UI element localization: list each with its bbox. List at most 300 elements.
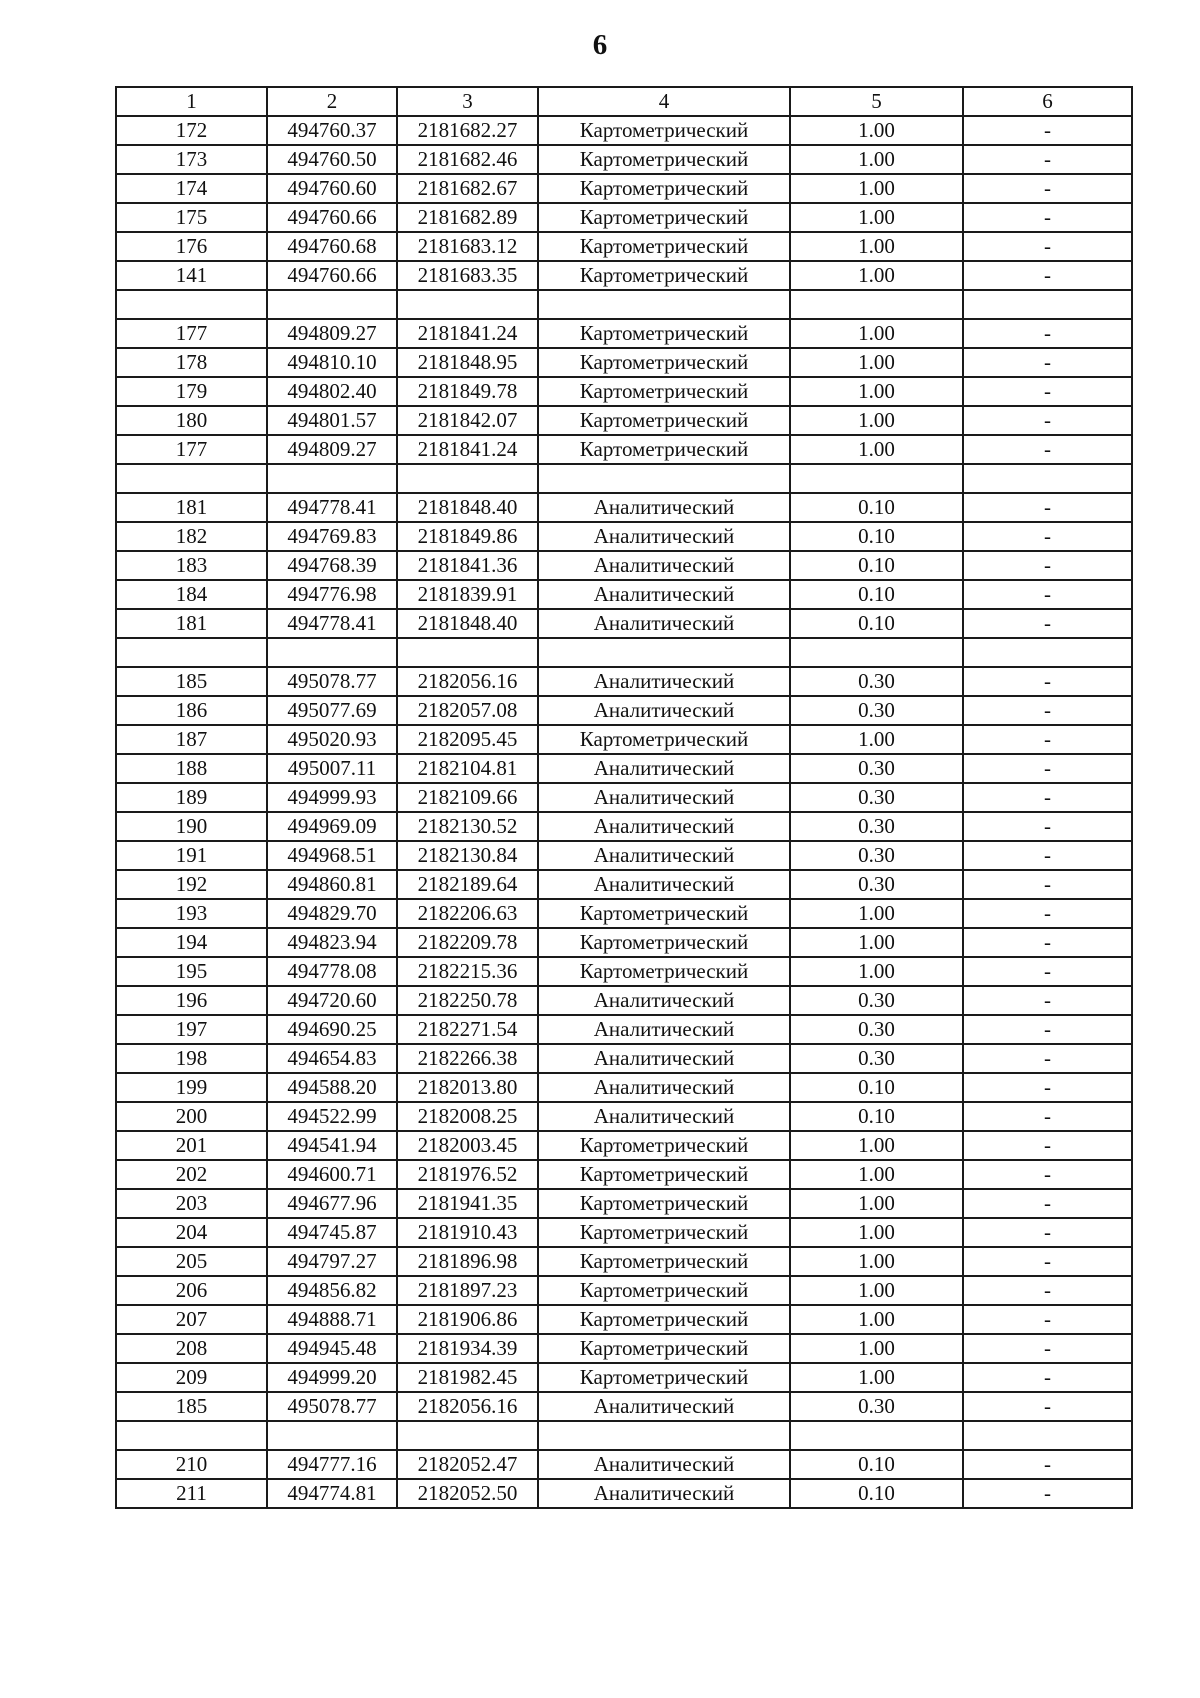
accuracy-cell: 1.00 <box>790 406 963 435</box>
method-cell: Картометрический <box>538 1334 790 1363</box>
point-number-cell: 209 <box>116 1363 267 1392</box>
method-cell: Аналитический <box>538 667 790 696</box>
accuracy-cell: 0.30 <box>790 754 963 783</box>
note-cell: - <box>963 1363 1132 1392</box>
note-cell <box>963 290 1132 319</box>
x-coordinate-cell: 494690.25 <box>267 1015 397 1044</box>
accuracy-cell: 0.30 <box>790 667 963 696</box>
y-coordinate-cell: 2182130.84 <box>397 841 538 870</box>
x-coordinate-cell <box>267 464 397 493</box>
x-coordinate-cell: 494760.68 <box>267 232 397 261</box>
y-coordinate-cell: 2182057.08 <box>397 696 538 725</box>
point-number-cell <box>116 1421 267 1450</box>
y-coordinate-cell: 2182266.38 <box>397 1044 538 1073</box>
note-cell: - <box>963 261 1132 290</box>
x-coordinate-cell: 494797.27 <box>267 1247 397 1276</box>
point-number-cell: 200 <box>116 1102 267 1131</box>
point-number-cell: 183 <box>116 551 267 580</box>
note-cell: - <box>963 725 1132 754</box>
x-coordinate-cell: 494802.40 <box>267 377 397 406</box>
point-number-cell: 177 <box>116 435 267 464</box>
header-cell: 3 <box>397 87 538 116</box>
y-coordinate-cell: 2181897.23 <box>397 1276 538 1305</box>
table-row <box>116 1131 1132 1160</box>
point-number-cell: 181 <box>116 609 267 638</box>
point-number-cell: 181 <box>116 493 267 522</box>
accuracy-cell: 0.10 <box>790 551 963 580</box>
note-cell: - <box>963 1479 1132 1508</box>
accuracy-cell: 0.30 <box>790 1015 963 1044</box>
table-row <box>116 609 1132 638</box>
table-row <box>116 1102 1132 1131</box>
note-cell <box>963 464 1132 493</box>
table-row <box>116 1276 1132 1305</box>
point-number-cell <box>116 638 267 667</box>
x-coordinate-cell: 495078.77 <box>267 667 397 696</box>
table-row <box>116 957 1132 986</box>
y-coordinate-cell <box>397 638 538 667</box>
method-cell: Аналитический <box>538 522 790 551</box>
x-coordinate-cell: 494777.16 <box>267 1450 397 1479</box>
x-coordinate-cell: 494810.10 <box>267 348 397 377</box>
accuracy-cell <box>790 638 963 667</box>
note-cell: - <box>963 1450 1132 1479</box>
y-coordinate-cell: 2182109.66 <box>397 783 538 812</box>
table-separator-row <box>116 464 1132 493</box>
y-coordinate-cell: 2181848.40 <box>397 609 538 638</box>
table-row <box>116 1450 1132 1479</box>
note-cell: - <box>963 1131 1132 1160</box>
method-cell: Аналитический <box>538 1073 790 1102</box>
note-cell: - <box>963 319 1132 348</box>
method-cell: Аналитический <box>538 783 790 812</box>
method-cell: Картометрический <box>538 1276 790 1305</box>
accuracy-cell: 1.00 <box>790 319 963 348</box>
x-coordinate-cell: 494760.66 <box>267 203 397 232</box>
point-number-cell: 179 <box>116 377 267 406</box>
table-row <box>116 1363 1132 1392</box>
point-number-cell: 191 <box>116 841 267 870</box>
accuracy-cell: 1.00 <box>790 928 963 957</box>
point-number-cell: 174 <box>116 174 267 203</box>
y-coordinate-cell: 2181848.40 <box>397 493 538 522</box>
table-row <box>116 1189 1132 1218</box>
method-cell: Картометрический <box>538 203 790 232</box>
accuracy-cell: 1.00 <box>790 1131 963 1160</box>
accuracy-cell: 0.10 <box>790 580 963 609</box>
y-coordinate-cell: 2181906.86 <box>397 1305 538 1334</box>
note-cell: - <box>963 377 1132 406</box>
x-coordinate-cell: 494860.81 <box>267 870 397 899</box>
table-row <box>116 145 1132 174</box>
accuracy-cell: 0.10 <box>790 1479 963 1508</box>
note-cell: - <box>963 580 1132 609</box>
table-row <box>116 1247 1132 1276</box>
note-cell: - <box>963 957 1132 986</box>
y-coordinate-cell: 2181841.24 <box>397 319 538 348</box>
table-row <box>116 377 1132 406</box>
y-coordinate-cell: 2181841.24 <box>397 435 538 464</box>
method-cell: Аналитический <box>538 1015 790 1044</box>
table-row <box>116 928 1132 957</box>
y-coordinate-cell: 2181849.86 <box>397 522 538 551</box>
table-row <box>116 580 1132 609</box>
table-row <box>116 203 1132 232</box>
note-cell <box>963 1421 1132 1450</box>
y-coordinate-cell: 2181982.45 <box>397 1363 538 1392</box>
x-coordinate-cell <box>267 638 397 667</box>
method-cell: Картометрический <box>538 406 790 435</box>
table-row <box>116 551 1132 580</box>
point-number-cell: 172 <box>116 116 267 145</box>
table-row <box>116 232 1132 261</box>
point-number-cell: 196 <box>116 986 267 1015</box>
accuracy-cell: 0.10 <box>790 1102 963 1131</box>
x-coordinate-cell: 494776.98 <box>267 580 397 609</box>
method-cell: Картометрический <box>538 377 790 406</box>
note-cell: - <box>963 1160 1132 1189</box>
accuracy-cell: 0.10 <box>790 1450 963 1479</box>
table-header-row <box>116 87 1132 116</box>
x-coordinate-cell: 494829.70 <box>267 899 397 928</box>
y-coordinate-cell: 2182271.54 <box>397 1015 538 1044</box>
method-cell: Аналитический <box>538 1392 790 1421</box>
y-coordinate-cell: 2181848.95 <box>397 348 538 377</box>
point-number-cell: 202 <box>116 1160 267 1189</box>
point-number-cell: 192 <box>116 870 267 899</box>
x-coordinate-cell: 494720.60 <box>267 986 397 1015</box>
point-number-cell: 178 <box>116 348 267 377</box>
method-cell: Картометрический <box>538 1363 790 1392</box>
x-coordinate-cell <box>267 290 397 319</box>
method-cell: Картометрический <box>538 319 790 348</box>
method-cell: Аналитический <box>538 609 790 638</box>
method-cell: Картометрический <box>538 1247 790 1276</box>
note-cell: - <box>963 1189 1132 1218</box>
method-cell: Аналитический <box>538 1450 790 1479</box>
table-row <box>116 1015 1132 1044</box>
y-coordinate-cell <box>397 290 538 319</box>
y-coordinate-cell: 2182013.80 <box>397 1073 538 1102</box>
note-cell: - <box>963 1218 1132 1247</box>
table-row <box>116 1305 1132 1334</box>
method-cell <box>538 1421 790 1450</box>
point-number-cell: 175 <box>116 203 267 232</box>
point-number-cell: 188 <box>116 754 267 783</box>
accuracy-cell: 0.30 <box>790 841 963 870</box>
point-number-cell: 208 <box>116 1334 267 1363</box>
y-coordinate-cell: 2182104.81 <box>397 754 538 783</box>
table-row <box>116 1392 1132 1421</box>
y-coordinate-cell: 2181682.67 <box>397 174 538 203</box>
note-cell: - <box>963 1305 1132 1334</box>
table-row <box>116 1334 1132 1363</box>
note-cell: - <box>963 1015 1132 1044</box>
x-coordinate-cell: 494600.71 <box>267 1160 397 1189</box>
method-cell <box>538 638 790 667</box>
x-coordinate-cell: 494801.57 <box>267 406 397 435</box>
note-cell: - <box>963 232 1132 261</box>
note-cell: - <box>963 899 1132 928</box>
point-number-cell: 189 <box>116 783 267 812</box>
accuracy-cell: 1.00 <box>790 232 963 261</box>
x-coordinate-cell: 495078.77 <box>267 1392 397 1421</box>
table-body <box>116 87 1132 1508</box>
method-cell: Картометрический <box>538 1189 790 1218</box>
x-coordinate-cell: 494945.48 <box>267 1334 397 1363</box>
method-cell: Картометрический <box>538 899 790 928</box>
note-cell: - <box>963 928 1132 957</box>
y-coordinate-cell: 2181841.36 <box>397 551 538 580</box>
x-coordinate-cell: 494778.08 <box>267 957 397 986</box>
note-cell: - <box>963 754 1132 783</box>
accuracy-cell: 0.30 <box>790 870 963 899</box>
note-cell: - <box>963 551 1132 580</box>
note-cell: - <box>963 435 1132 464</box>
note-cell: - <box>963 174 1132 203</box>
accuracy-cell: 1.00 <box>790 1363 963 1392</box>
accuracy-cell: 1.00 <box>790 725 963 754</box>
header-cell: 4 <box>538 87 790 116</box>
point-number-cell: 173 <box>116 145 267 174</box>
y-coordinate-cell: 2182206.63 <box>397 899 538 928</box>
point-number-cell: 185 <box>116 667 267 696</box>
method-cell: Аналитический <box>538 580 790 609</box>
table-row <box>116 870 1132 899</box>
accuracy-cell: 0.30 <box>790 986 963 1015</box>
note-cell: - <box>963 1334 1132 1363</box>
accuracy-cell: 1.00 <box>790 957 963 986</box>
table-row <box>116 261 1132 290</box>
y-coordinate-cell: 2181683.35 <box>397 261 538 290</box>
accuracy-cell: 1.00 <box>790 1247 963 1276</box>
note-cell: - <box>963 667 1132 696</box>
table-row <box>116 348 1132 377</box>
x-coordinate-cell: 494778.41 <box>267 609 397 638</box>
x-coordinate-cell: 494969.09 <box>267 812 397 841</box>
y-coordinate-cell: 2182003.45 <box>397 1131 538 1160</box>
method-cell: Картометрический <box>538 261 790 290</box>
header-cell: 2 <box>267 87 397 116</box>
note-cell: - <box>963 348 1132 377</box>
x-coordinate-cell: 494778.41 <box>267 493 397 522</box>
method-cell: Аналитический <box>538 870 790 899</box>
accuracy-cell: 1.00 <box>790 348 963 377</box>
point-number-cell: 201 <box>116 1131 267 1160</box>
note-cell: - <box>963 1392 1132 1421</box>
note-cell: - <box>963 783 1132 812</box>
point-number-cell: 180 <box>116 406 267 435</box>
y-coordinate-cell: 2182056.16 <box>397 1392 538 1421</box>
coordinates-table <box>115 86 1133 1509</box>
point-number-cell: 211 <box>116 1479 267 1508</box>
table-row <box>116 986 1132 1015</box>
y-coordinate-cell: 2181934.39 <box>397 1334 538 1363</box>
y-coordinate-cell: 2182250.78 <box>397 986 538 1015</box>
point-number-cell: 184 <box>116 580 267 609</box>
x-coordinate-cell: 495077.69 <box>267 696 397 725</box>
x-coordinate-cell: 495007.11 <box>267 754 397 783</box>
accuracy-cell <box>790 1421 963 1450</box>
point-number-cell: 203 <box>116 1189 267 1218</box>
method-cell: Аналитический <box>538 493 790 522</box>
table-row <box>116 493 1132 522</box>
y-coordinate-cell: 2182215.36 <box>397 957 538 986</box>
table-row <box>116 174 1132 203</box>
point-number-cell: 177 <box>116 319 267 348</box>
y-coordinate-cell: 2181910.43 <box>397 1218 538 1247</box>
y-coordinate-cell: 2181842.07 <box>397 406 538 435</box>
y-coordinate-cell: 2182095.45 <box>397 725 538 754</box>
note-cell: - <box>963 203 1132 232</box>
method-cell: Картометрический <box>538 1131 790 1160</box>
x-coordinate-cell: 494760.37 <box>267 116 397 145</box>
point-number-cell: 186 <box>116 696 267 725</box>
y-coordinate-cell: 2181896.98 <box>397 1247 538 1276</box>
header-cell: 5 <box>790 87 963 116</box>
note-cell <box>963 638 1132 667</box>
point-number-cell: 194 <box>116 928 267 957</box>
method-cell: Картометрический <box>538 1218 790 1247</box>
method-cell: Аналитический <box>538 551 790 580</box>
table-row <box>116 696 1132 725</box>
note-cell: - <box>963 145 1132 174</box>
method-cell: Картометрический <box>538 435 790 464</box>
x-coordinate-cell: 494760.66 <box>267 261 397 290</box>
point-number-cell: 190 <box>116 812 267 841</box>
y-coordinate-cell <box>397 1421 538 1450</box>
table-separator-row <box>116 638 1132 667</box>
table-row <box>116 435 1132 464</box>
table-row <box>116 899 1132 928</box>
x-coordinate-cell: 494999.93 <box>267 783 397 812</box>
table-row <box>116 1073 1132 1102</box>
point-number-cell: 207 <box>116 1305 267 1334</box>
method-cell <box>538 290 790 319</box>
y-coordinate-cell: 2181941.35 <box>397 1189 538 1218</box>
x-coordinate-cell: 494522.99 <box>267 1102 397 1131</box>
method-cell: Аналитический <box>538 1102 790 1131</box>
x-coordinate-cell: 494856.82 <box>267 1276 397 1305</box>
accuracy-cell: 1.00 <box>790 1305 963 1334</box>
point-number-cell <box>116 464 267 493</box>
y-coordinate-cell: 2181839.91 <box>397 580 538 609</box>
accuracy-cell: 1.00 <box>790 899 963 928</box>
x-coordinate-cell: 494999.20 <box>267 1363 397 1392</box>
accuracy-cell <box>790 464 963 493</box>
y-coordinate-cell: 2182209.78 <box>397 928 538 957</box>
accuracy-cell: 0.10 <box>790 493 963 522</box>
point-number-cell: 199 <box>116 1073 267 1102</box>
method-cell: Аналитический <box>538 812 790 841</box>
note-cell: - <box>963 812 1132 841</box>
accuracy-cell: 1.00 <box>790 1276 963 1305</box>
note-cell: - <box>963 609 1132 638</box>
y-coordinate-cell <box>397 464 538 493</box>
accuracy-cell: 1.00 <box>790 1160 963 1189</box>
x-coordinate-cell: 495020.93 <box>267 725 397 754</box>
x-coordinate-cell <box>267 1421 397 1450</box>
note-cell: - <box>963 1276 1132 1305</box>
method-cell: Аналитический <box>538 696 790 725</box>
x-coordinate-cell: 494654.83 <box>267 1044 397 1073</box>
accuracy-cell: 1.00 <box>790 261 963 290</box>
accuracy-cell: 0.10 <box>790 609 963 638</box>
note-cell: - <box>963 116 1132 145</box>
note-cell: - <box>963 986 1132 1015</box>
method-cell: Картометрический <box>538 174 790 203</box>
accuracy-cell: 1.00 <box>790 435 963 464</box>
y-coordinate-cell: 2181682.27 <box>397 116 538 145</box>
note-cell: - <box>963 1073 1132 1102</box>
x-coordinate-cell: 494809.27 <box>267 435 397 464</box>
y-coordinate-cell: 2182008.25 <box>397 1102 538 1131</box>
x-coordinate-cell: 494968.51 <box>267 841 397 870</box>
accuracy-cell: 1.00 <box>790 203 963 232</box>
method-cell: Картометрический <box>538 725 790 754</box>
method-cell: Аналитический <box>538 986 790 1015</box>
point-number-cell: 187 <box>116 725 267 754</box>
method-cell: Картометрический <box>538 928 790 957</box>
x-coordinate-cell: 494774.81 <box>267 1479 397 1508</box>
table-row <box>116 1479 1132 1508</box>
point-number-cell: 210 <box>116 1450 267 1479</box>
x-coordinate-cell: 494588.20 <box>267 1073 397 1102</box>
y-coordinate-cell: 2181682.46 <box>397 145 538 174</box>
note-cell: - <box>963 493 1132 522</box>
page-number: 6 <box>592 29 608 61</box>
table-row <box>116 1218 1132 1247</box>
x-coordinate-cell: 494760.60 <box>267 174 397 203</box>
header-cell: 6 <box>963 87 1132 116</box>
y-coordinate-cell: 2182052.47 <box>397 1450 538 1479</box>
note-cell: - <box>963 870 1132 899</box>
note-cell: - <box>963 522 1132 551</box>
accuracy-cell: 1.00 <box>790 145 963 174</box>
accuracy-cell: 0.10 <box>790 522 963 551</box>
accuracy-cell: 0.30 <box>790 1392 963 1421</box>
point-number-cell: 141 <box>116 261 267 290</box>
x-coordinate-cell: 494823.94 <box>267 928 397 957</box>
table-row <box>116 406 1132 435</box>
note-cell: - <box>963 696 1132 725</box>
table-row <box>116 841 1132 870</box>
method-cell: Аналитический <box>538 1479 790 1508</box>
point-number-cell: 193 <box>116 899 267 928</box>
y-coordinate-cell: 2181683.12 <box>397 232 538 261</box>
method-cell: Аналитический <box>538 754 790 783</box>
method-cell: Картометрический <box>538 145 790 174</box>
y-coordinate-cell: 2182189.64 <box>397 870 538 899</box>
accuracy-cell: 0.30 <box>790 812 963 841</box>
x-coordinate-cell: 494745.87 <box>267 1218 397 1247</box>
table-row <box>116 725 1132 754</box>
accuracy-cell <box>790 290 963 319</box>
note-cell: - <box>963 841 1132 870</box>
table-row <box>116 783 1132 812</box>
x-coordinate-cell: 494888.71 <box>267 1305 397 1334</box>
accuracy-cell: 1.00 <box>790 116 963 145</box>
point-number-cell: 176 <box>116 232 267 261</box>
table-row <box>116 812 1132 841</box>
table-row <box>116 1160 1132 1189</box>
table-separator-row <box>116 1421 1132 1450</box>
table-row <box>116 1044 1132 1073</box>
point-number-cell: 198 <box>116 1044 267 1073</box>
method-cell: Картометрический <box>538 1160 790 1189</box>
x-coordinate-cell: 494760.50 <box>267 145 397 174</box>
method-cell: Картометрический <box>538 957 790 986</box>
